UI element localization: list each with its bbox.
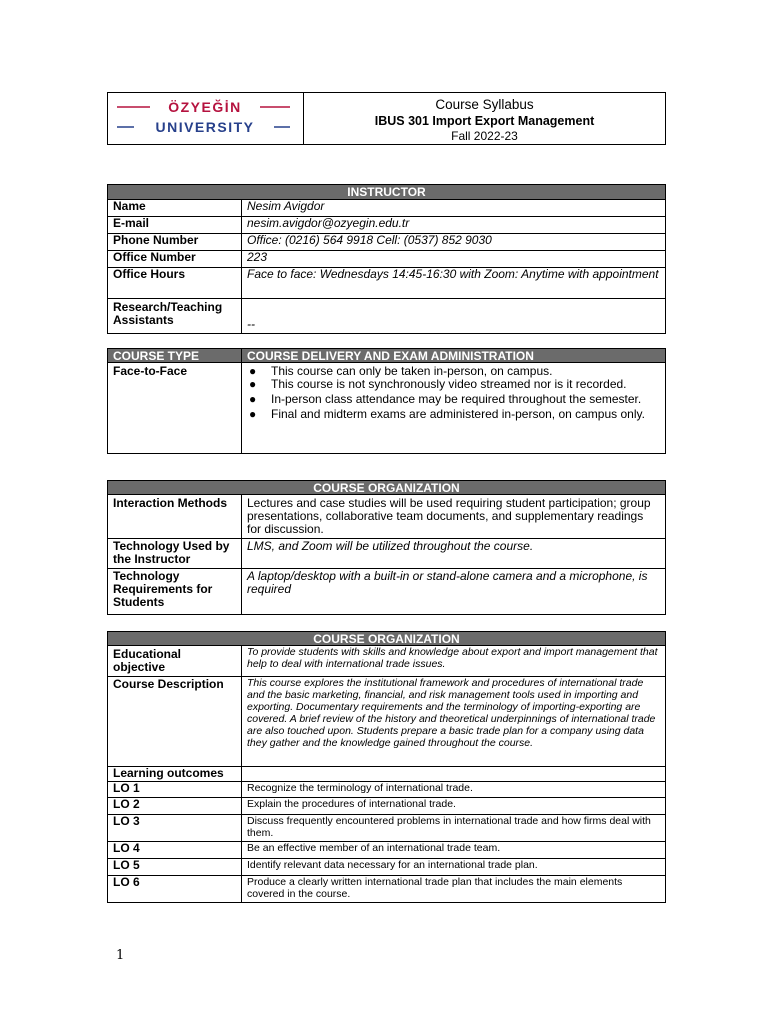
educational-objective-value: To provide students with skills and knowledge about export and import management that help to deal with international trade issues. (242, 646, 666, 677)
list-item (247, 378, 660, 391)
logo-wordmark-bottom: UNIVERSITY (155, 119, 255, 135)
delivery-details (242, 363, 666, 454)
instructor-table (107, 184, 666, 334)
bullet-text: Final and midterm exams are administered in-person, on campus only. (271, 407, 645, 421)
instructor-name: Nesim Avigdor (242, 200, 666, 217)
phone-label: Phone Number (108, 234, 242, 251)
delivery-bullet-list (247, 365, 660, 421)
email-label: E-mail (108, 217, 242, 234)
assistants-value: -- (242, 299, 666, 334)
course-type-value: Face-to-Face (108, 363, 242, 454)
interaction-methods-value: Lectures and case studies will be used requiring student participation; group presentations, collaborative team documents, and supplementary readings for discussion. (242, 495, 666, 539)
learning-outcomes-label: Learning outcomes (108, 767, 242, 782)
assistants-label: Research/Teaching Assistants (108, 299, 242, 334)
list-item (247, 393, 660, 406)
office-number: 223 (242, 251, 666, 268)
course-delivery-table (107, 348, 666, 454)
course-delivery-heading: COURSE DELIVERY AND EXAM ADMINISTRATION (242, 349, 666, 363)
logo-wordmark-top: ÖZYEĞİN (168, 99, 242, 115)
course-code-title: IBUS 301 Import Export Management (374, 114, 595, 128)
office-hours-label: Office Hours (108, 268, 242, 299)
list-item (247, 408, 660, 421)
lo-value: Discuss frequently encountered problems in international trade and how firms deal with them. (242, 815, 666, 842)
document-title: Course Syllabus (435, 97, 534, 112)
lo-label: LO 5 (108, 859, 242, 876)
course-organization-table (107, 480, 666, 615)
lo-value: Explain the procedures of international trade. (242, 798, 666, 815)
lo-value: Be an effective member of an international trade team. (242, 842, 666, 859)
course-description-label: Course Description (108, 677, 242, 767)
course-type-heading: COURSE TYPE (108, 349, 242, 363)
learning-outcomes-blank (242, 767, 666, 782)
lo-value: Identify relevant data necessary for an international trade plan. (242, 859, 666, 876)
bullet-text: This course can only be taken in-person, on campus. (271, 364, 553, 378)
course-description-value: This course explores the institutional framework and procedures of international trade and the basic marketing, financial, and risk management tools used in importing and exporting. Documentary requirements and the terminology of importing-exporting are covered. A brief review of the history and theoretical underpinnings of international trade are also touched upon. Students prepare a basic trade plan for a company using data they gather and the knowledge gained throughout the course. (242, 677, 666, 767)
bullet-icon: ● (249, 364, 257, 378)
bullet-text: In-person class attendance may be required throughout the semester. (271, 392, 642, 406)
instructor-phone: Office: (0216) 564 9918 Cell: (0537) 852 9030 (242, 234, 666, 251)
educational-objective-label: Educational objective (108, 646, 242, 677)
bullet-icon: ● (249, 377, 257, 391)
course-term: Fall 2022-23 (451, 129, 518, 143)
syllabus-header (107, 92, 666, 145)
bullet-icon: ● (249, 392, 257, 406)
technology-students-label: Technology Requirements for Students (108, 569, 242, 615)
university-logo (108, 93, 304, 144)
lo-value: Produce a clearly written international trade plan that includes the main elements covered in the course. (242, 876, 666, 903)
page-number: 1 (116, 948, 125, 963)
interaction-methods-label: Interaction Methods (108, 495, 242, 539)
lo-value: Recognize the terminology of international trade. (242, 782, 666, 798)
office-hours: Face to face: Wednesdays 14:45-16:30 with Zoom: Anytime with appointment (242, 268, 666, 299)
instructor-heading: INSTRUCTOR (108, 185, 666, 200)
bullet-text: This course is not synchronously video streamed nor is it recorded. (271, 377, 627, 391)
instructor-email-link[interactable]: nesim.avigdor@ozyegin.edu.tr (242, 217, 666, 234)
ozyegin-logo-graphic (108, 93, 303, 144)
lo-label: LO 4 (108, 842, 242, 859)
technology-students-value: A laptop/desktop with a built-in or stand-alone camera and a microphone, is required (242, 569, 666, 615)
course-objectives-table (107, 631, 666, 903)
office-number-label: Office Number (108, 251, 242, 268)
technology-instructor-value: LMS, and Zoom will be utilized throughout the course. (242, 539, 666, 569)
lo-label: LO 6 (108, 876, 242, 903)
lo-label: LO 3 (108, 815, 242, 842)
course-organization-heading: COURSE ORGANIZATION (108, 481, 666, 495)
bullet-icon: ● (249, 407, 257, 421)
technology-instructor-label: Technology Used by the Instructor (108, 539, 242, 569)
course-organization-heading-2: COURSE ORGANIZATION (108, 632, 666, 646)
lo-label: LO 2 (108, 798, 242, 815)
lo-label: LO 1 (108, 782, 242, 798)
name-label: Name (108, 200, 242, 217)
course-title-block (304, 93, 665, 144)
